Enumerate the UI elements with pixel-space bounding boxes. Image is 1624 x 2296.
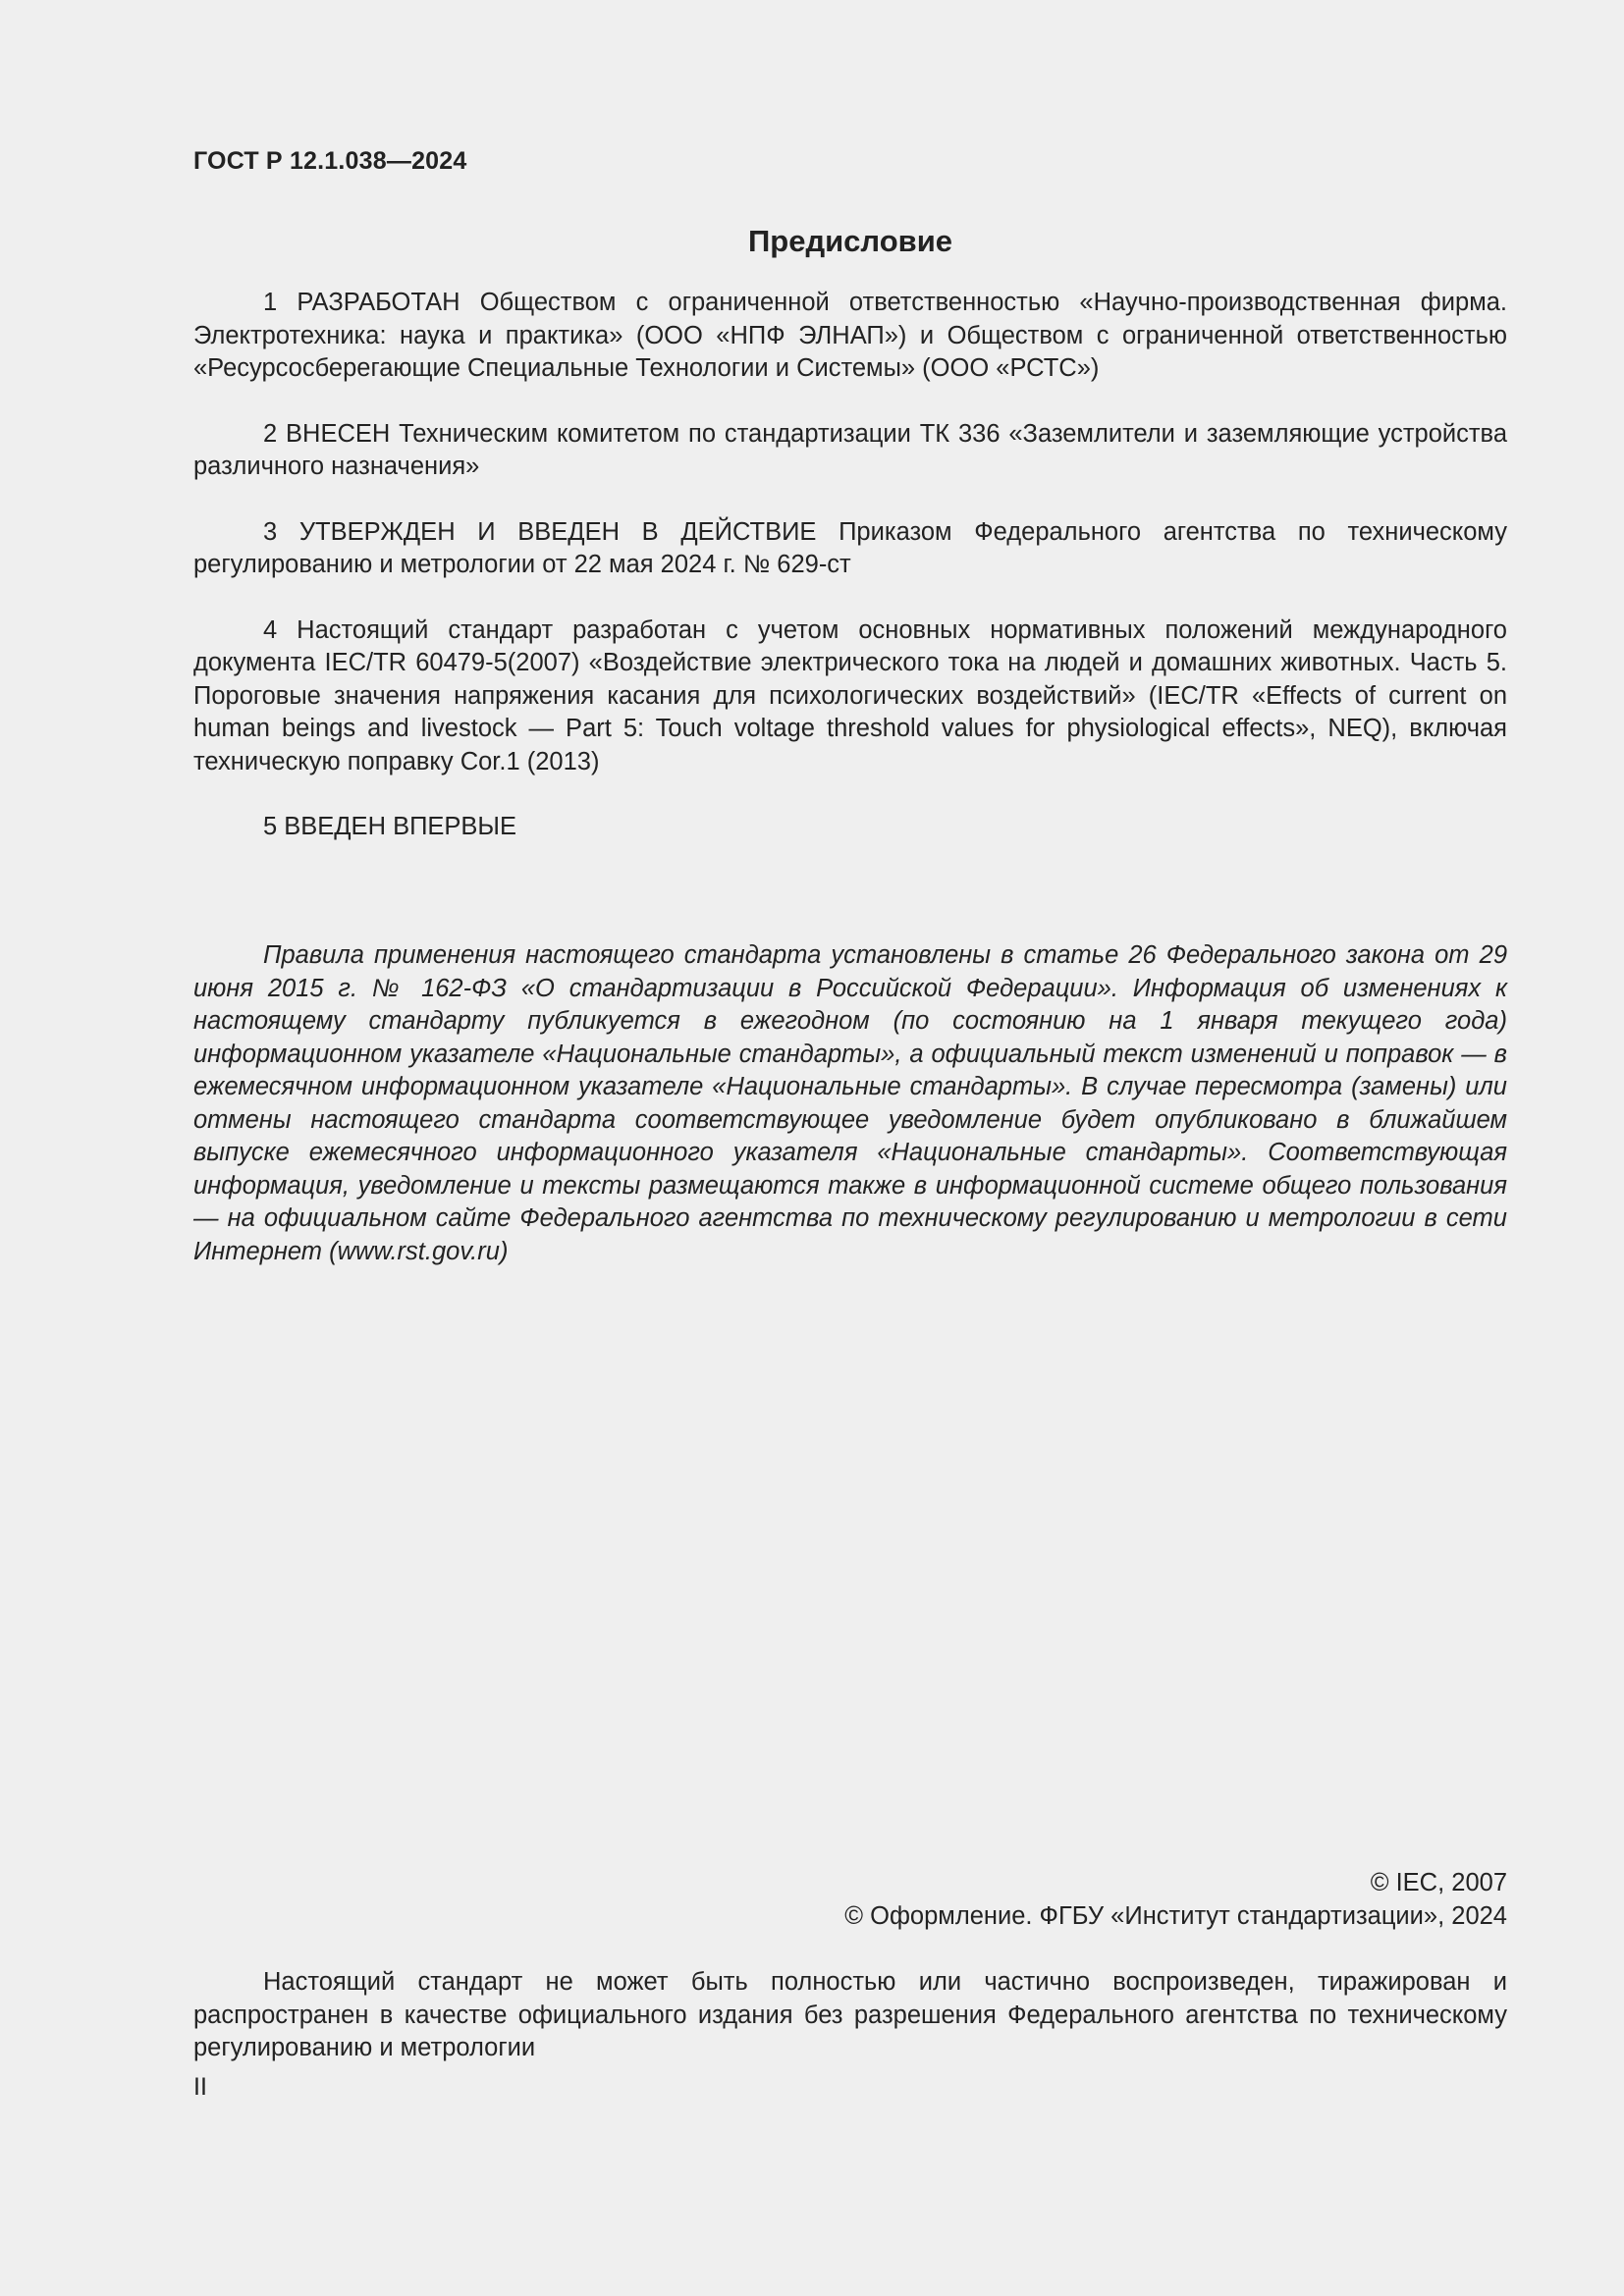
preface-item-4: 4 Настоящий стандарт разработан с учетом основных нормативных положений международного документа IEC/TR 60479-5(2007) «Воздействие электрического тока на людей и домашних животных. Часть 5. Пороговые значения напряжения касания для психологических воздействий» (IEC/TR «Effects of current on human beings and livestock — Part 5: Touch voltage threshold values for physiological effects», NEQ), включая техническую поправку Cor.1 (2013)	[193, 615, 1507, 775]
preface-body	[193, 287, 1507, 844]
preface-item-1: 1 РАЗРАБОТАН Обществом с ограниченной ответственностью «Научно-производственная фирма. Электротехника: наука и практика» (ООО «НПФ ЭЛНАП») и Обществом с ограниченной ответственностью «Ресурсосберегающие Специальные Технологии и Системы» (ООО «РСТС»)	[193, 289, 1507, 382]
reproduction-notice: Настоящий стандарт не может быть полностью или частично воспроизведен, тиражирован и распространен в качестве официального издания без разрешения Федерального агентства по техническому регулированию и метрологии	[193, 1968, 1507, 2061]
page-number: II	[193, 2073, 207, 2101]
copyright-iec: © IEC, 2007	[1370, 1869, 1507, 1896]
copyright-design: © Оформление. ФГБУ «Институт стандартизации», 2024	[844, 1901, 1507, 1930]
document-code: ГОСТ Р 12.1.038—2024	[193, 147, 467, 175]
preface-item-5: 5 ВВЕДЕН ВПЕРВЫЕ	[263, 813, 517, 840]
copyright-block	[193, 1867, 1507, 1933]
preface-title: Предисловие	[747, 224, 952, 258]
preface-item-3: 3 УТВЕРЖДЕН И ВВЕДЕН В ДЕЙСТВИЕ Приказом Федерального агентства по техническому регулированию и метрологии от 22 мая 2024 г. № 629-ст	[193, 517, 1507, 578]
preface-item-2: 2 ВНЕСЕН Техническим комитетом по стандартизации ТК 336 «Заземлители и заземляющие устройства различного назначения»	[193, 419, 1507, 480]
application-rules-text: Правила применения настоящего стандарта установлены в статье 26 Федерального закона от 29 июня 2015 г. № 162-ФЗ «О стандартизации в Российской Федерации». Информация об изменениях к настоящему стандарту публикуется в ежегодном (по состоянию на 1 января текущего года) информационном указателе «Национальные стандарты», а официальный текст изменений и поправок — в ежемесячном информационном указателе «Национальные стандарты». В случае пересмотра (замены) или отмены настоящего стандарта соответствующее уведомление будет опубликовано в ближайшем выпуске ежемесячного информационного указателя «Национальные стандарты». Соответствующая информация, уведомление и тексты размещаются также в информационной системе общего пользования — на официальном сайте Федерального агентства по техническому регулированию и метрологии в сети Интернет (www.rst.gov.ru)	[193, 941, 1507, 1265]
